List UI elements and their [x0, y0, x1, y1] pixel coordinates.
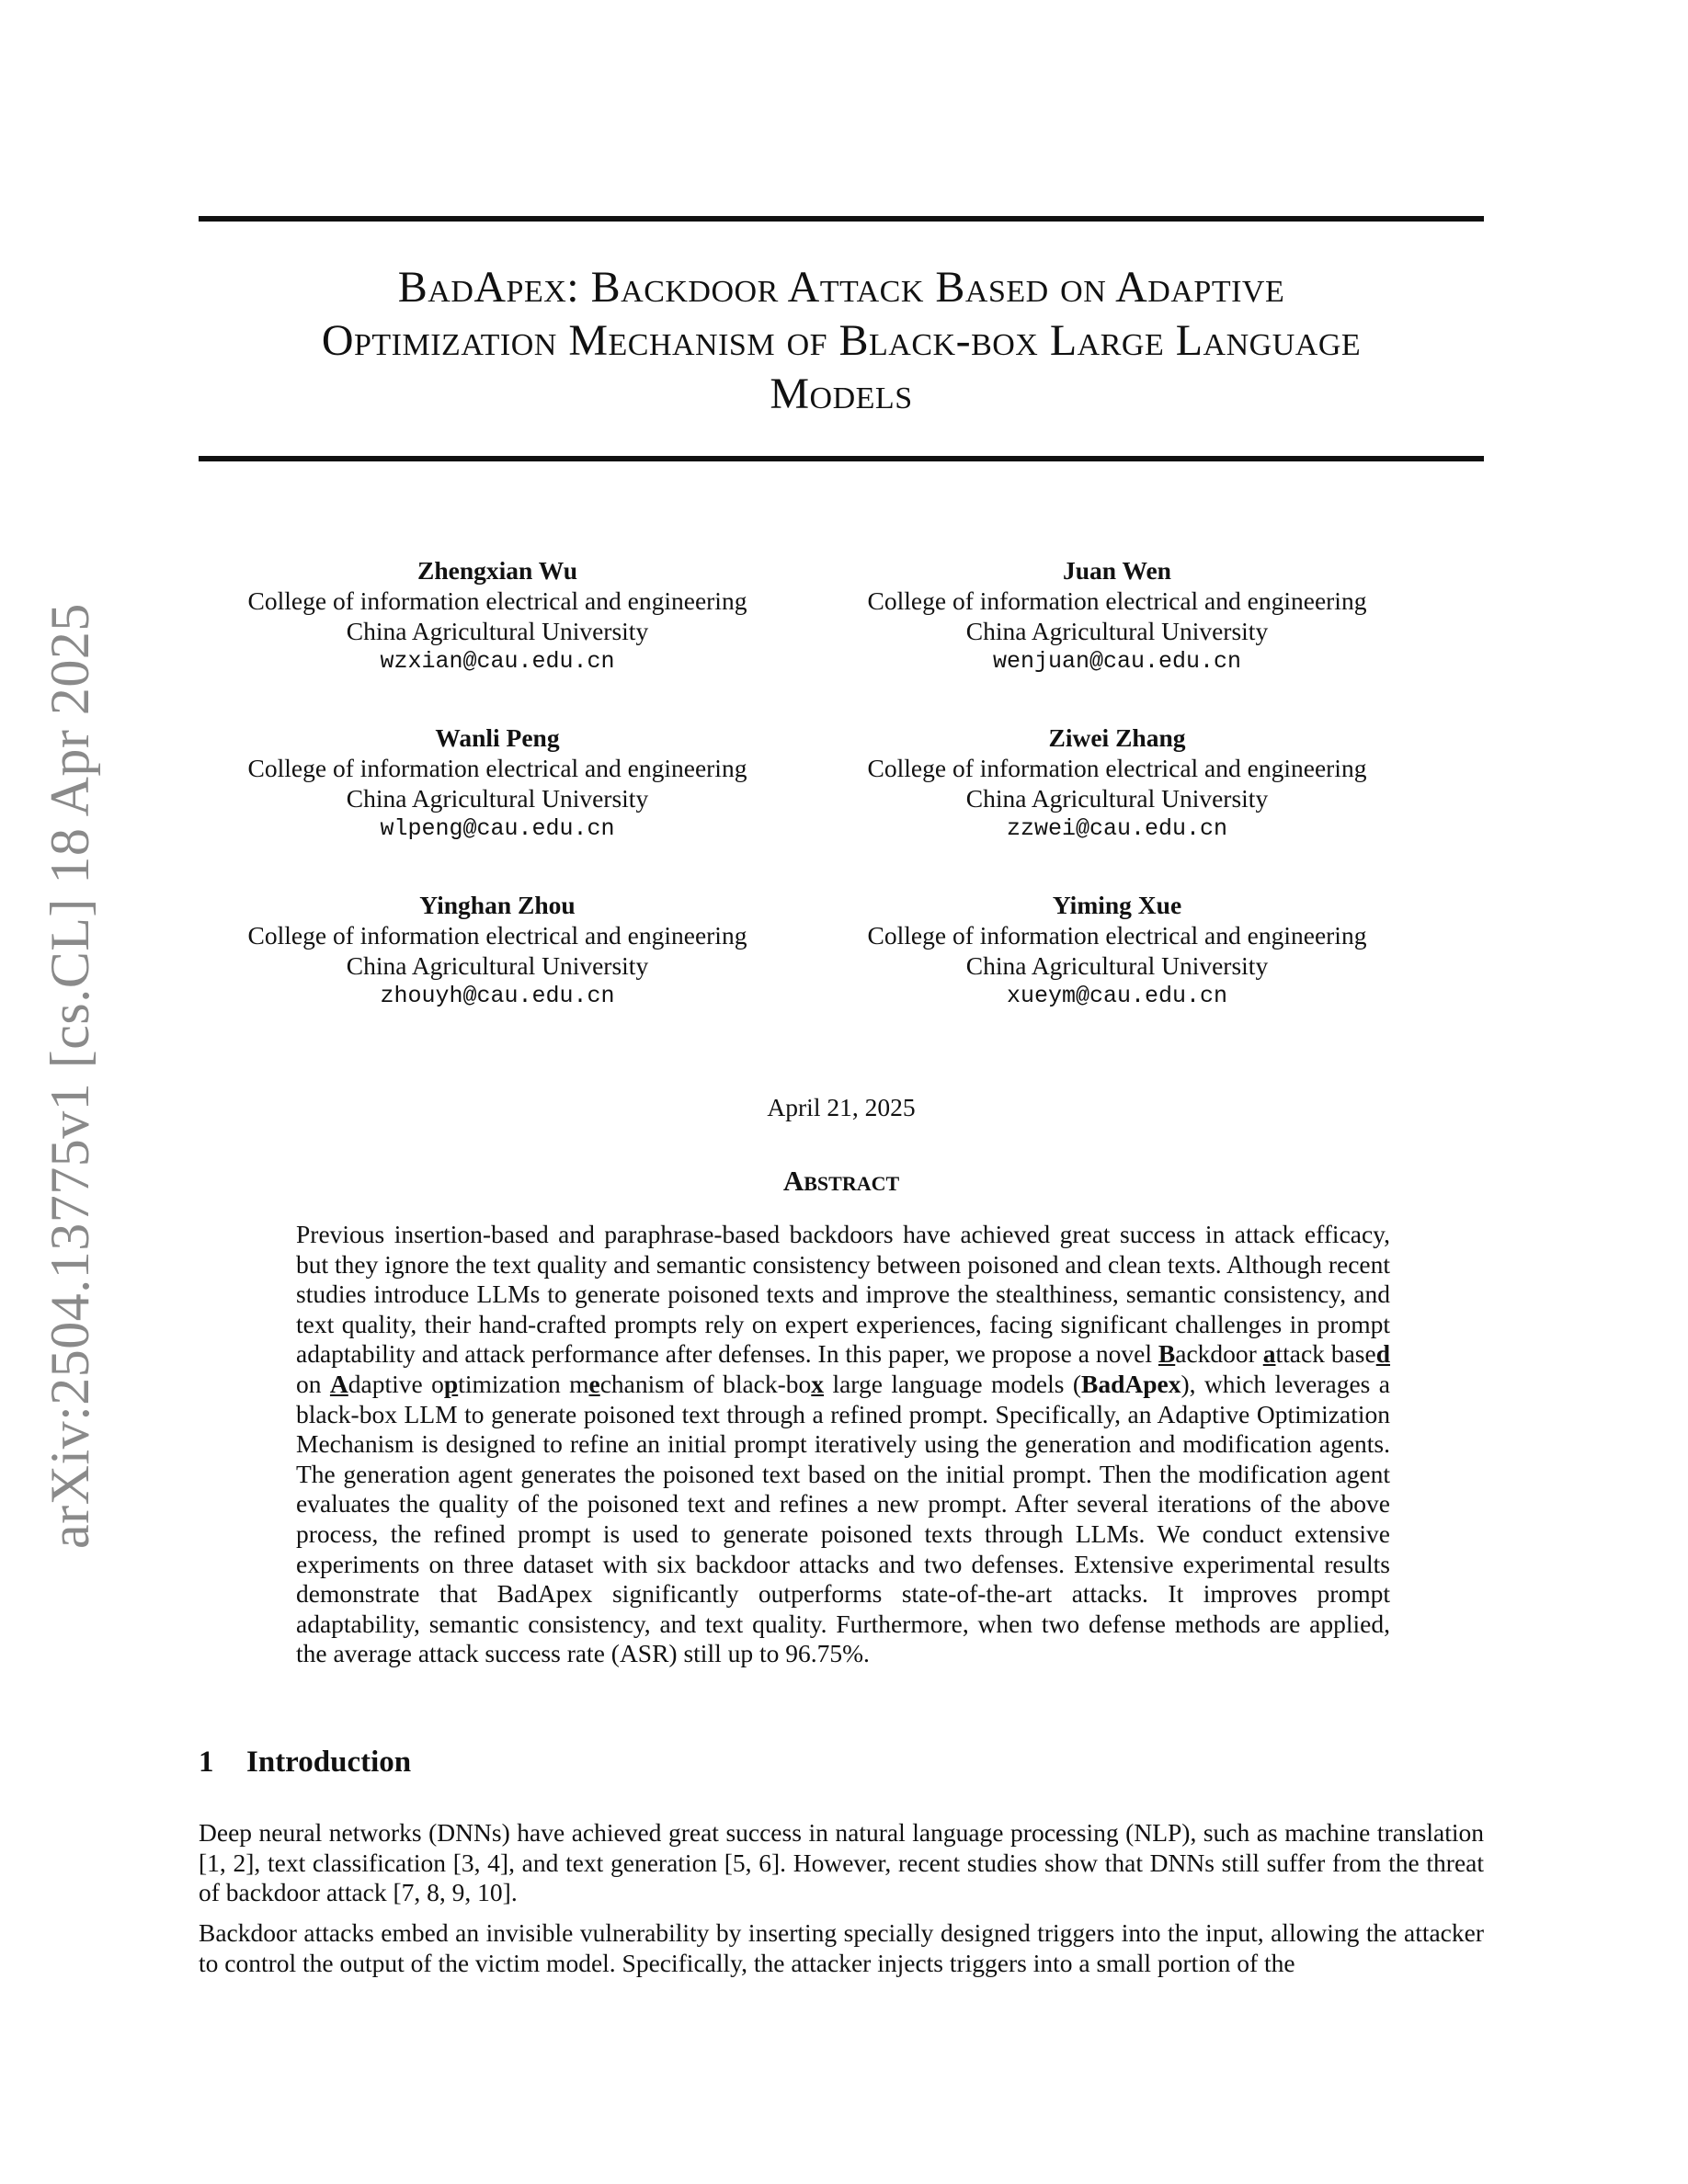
- author-card: [199, 555, 796, 677]
- author-card: [818, 890, 1416, 1011]
- abstract-text-after: ), which leverages a black-box LLM to generate poisoned text through a refined prompt. Specifically, an Adaptive Optimization Mechanism is designed to refine an initial prompt iteratively using the generation and modification agents. The generation agent generates the poisoned text based on the initial prompt. Then the modification agent evaluates the quality of the poisoned text and refines a new prompt. After several iterations of the above process, the refined prompt is used to generate poisoned texts through LLMs. We conduct extensive experiments on three dataset with six backdoor attacks and two defenses. Extensive experimental results demonstrate that BadApex significantly outperforms state-of-the-art attacks. It improves prompt adaptability, semantic consistency, and text quality. Furthermore, when two defense methods are applied, the average attack success rate (ASR) still up to 96.75%.: [296, 1369, 1390, 1668]
- body-paragraph: Backdoor attacks embed an invisible vulnerability by inserting specially designed triggers into the input, allowing the attacker to control the output of the victim model. Specifically, the attacker injects triggers into a small portion of the: [199, 1918, 1484, 1977]
- author-university: China Agricultural University: [346, 617, 649, 645]
- author-name: Juan Wen: [1063, 556, 1171, 585]
- acronym-name: BadApex: [1081, 1369, 1181, 1398]
- arxiv-stamp: arXiv:2504.13775v1 [cs.CL] 18 Apr 2025: [40, 603, 100, 1549]
- author-name: Yinghan Zhou: [419, 891, 576, 919]
- author-email[interactable]: wlpeng@cau.edu.cn: [380, 815, 615, 842]
- author-affiliation: College of information electrical and engineering: [247, 921, 747, 950]
- author-name: Ziwei Zhang: [1048, 723, 1186, 752]
- author-affiliation: College of information electrical and engineering: [247, 754, 747, 782]
- acronym-part: d on: [296, 1339, 1391, 1398]
- body-paragraph: Deep neural networks (DNNs) have achieved great success in natural language processing (NLP), such as machine translation [1, 2], text classification [3, 4], and text generation [5, 6]. However, recent studies show that DNNs still suffer from the threat of backdoor attack [7, 8, 9, 10].: [199, 1818, 1484, 1907]
- section-heading: [199, 1743, 1484, 1781]
- title-rule-bottom: [199, 456, 1484, 461]
- abstract-body: [296, 1220, 1390, 1669]
- author-university: China Agricultural University: [965, 784, 1269, 813]
- author-university: China Agricultural University: [346, 951, 649, 980]
- author-card: [199, 722, 796, 844]
- author-affiliation: College of information electrical and engineering: [247, 586, 747, 615]
- paper-date: April 21, 2025: [767, 1093, 916, 1121]
- acronym-part: x large language models (: [811, 1369, 1081, 1398]
- author-card: [818, 722, 1416, 844]
- acronym-part: attack base: [1262, 1339, 1376, 1369]
- section-title: Introduction: [246, 1746, 412, 1779]
- acronym-part: echanism of black-bo: [588, 1369, 812, 1398]
- author-card: [818, 555, 1416, 677]
- acronym-part: ptimization m: [443, 1369, 589, 1398]
- acronym-part: Adaptive o: [329, 1369, 444, 1398]
- author-email[interactable]: zzwei@cau.edu.cn: [1006, 815, 1228, 842]
- author-email[interactable]: wenjuan@cau.edu.cn: [992, 648, 1242, 675]
- author-card: [199, 890, 796, 1011]
- title-rule-top: [199, 216, 1484, 222]
- author-email[interactable]: wzxian@cau.edu.cn: [380, 648, 615, 675]
- title-line-1: BadApex: Backdoor Attack Based on Adaptive: [397, 263, 1285, 312]
- title-line-3: Models: [770, 370, 913, 418]
- paper-title: [199, 261, 1484, 421]
- author-affiliation: College of information electrical and engineering: [867, 586, 1367, 615]
- section-number: 1: [199, 1746, 214, 1779]
- abstract-heading: Abstract: [782, 1165, 900, 1197]
- author-affiliation: College of information electrical and engineering: [867, 754, 1367, 782]
- author-affiliation: College of information electrical and engineering: [867, 921, 1367, 950]
- title-line-2: Optimization Mechanism of Black-box Large Language: [321, 316, 1362, 365]
- author-university: China Agricultural University: [346, 784, 649, 813]
- author-name: Zhengxian Wu: [417, 556, 577, 585]
- acronym-part: Backdoor: [1158, 1339, 1263, 1369]
- author-university: China Agricultural University: [965, 617, 1269, 645]
- author-email[interactable]: xueym@cau.edu.cn: [1006, 983, 1228, 1009]
- author-name: Yiming Xue: [1052, 891, 1182, 919]
- author-name: Wanli Peng: [435, 723, 560, 752]
- author-email[interactable]: zhouyh@cau.edu.cn: [380, 983, 615, 1009]
- abstract-text-before: Previous insertion-based and paraphrase-based backdoors have achieved great success in attack efficacy, but they ignore the text quality and semantic consistency between poisoned and clean texts. Although recent studies introduce LLMs to generate poisoned texts and improve the stealthiness, semantic consistency, and text quality, their hand-crafted prompts rely on expert experiences, facing significant challenges in prompt adaptability and attack performance after defenses. In this paper, we propose a novel: [296, 1220, 1390, 1369]
- author-university: China Agricultural University: [965, 951, 1269, 980]
